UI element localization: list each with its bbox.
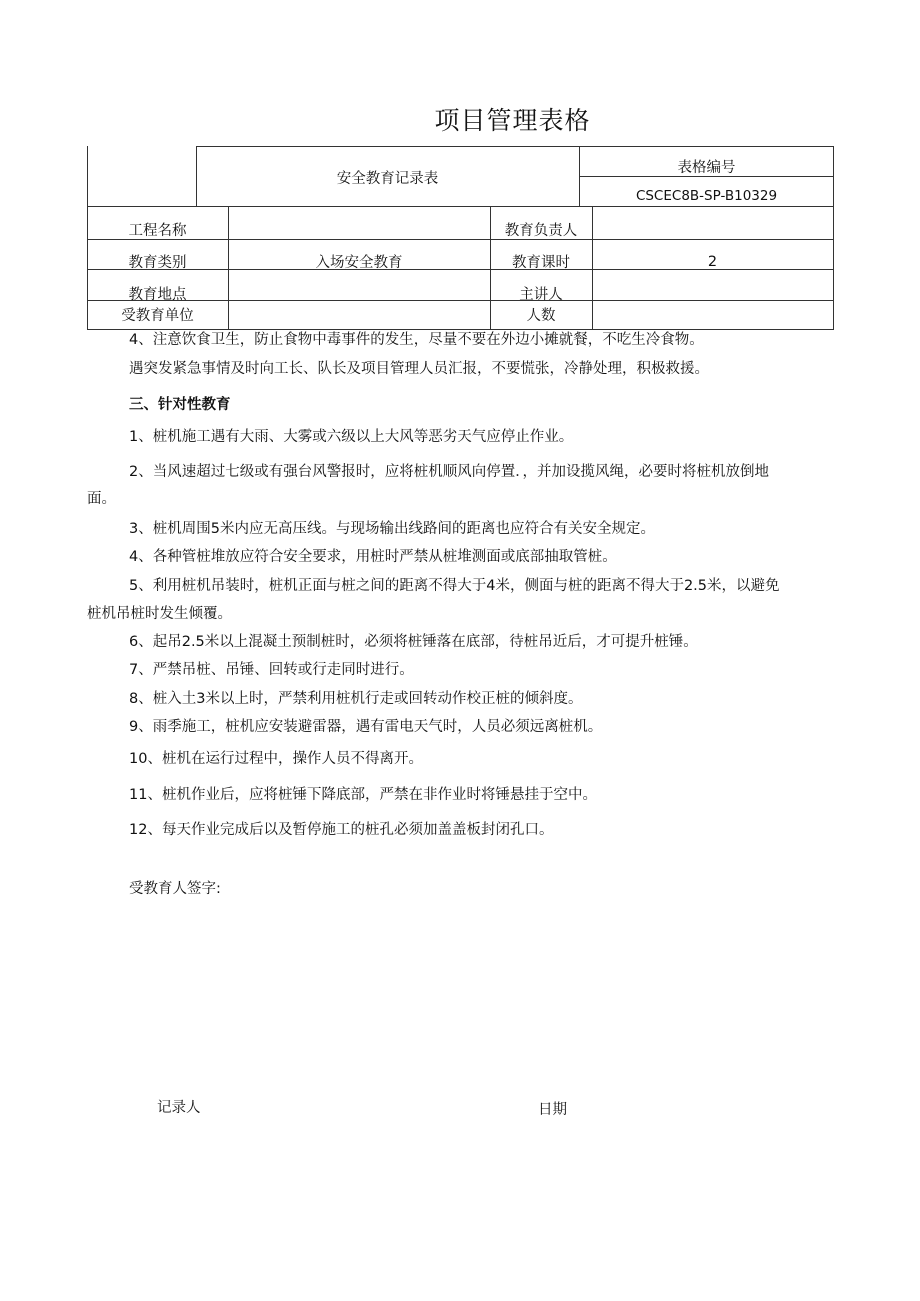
list-item: 4、各种管桩堆放应符合安全要求，用桩时严禁从桩堆测面或底部抽取管桩。 — [129, 549, 617, 565]
form-number-label: 表格编号 — [677, 160, 736, 176]
edu-leader-label: 教育负责人 — [504, 223, 578, 239]
edu-hours-value[interactable]: 2 — [707, 254, 718, 270]
edu-hours-label: 教育课时 — [512, 255, 570, 271]
edu-type-label: 教育类别 — [128, 255, 187, 271]
list-item: 5、利用桩机吊装时，桩机正面与桩之间的距离不得大于4米，侧面与桩的距离不得大于2.5米，以避免 — [129, 578, 780, 594]
date-label: 日期 — [538, 1102, 567, 1118]
section-heading: 三、针对性教育 — [129, 397, 231, 413]
count-label: 人数 — [526, 308, 556, 324]
list-item-continuation: 桩机吊桩时发生倾覆。 — [87, 606, 232, 622]
record-name: 安全教育记录表 — [336, 171, 439, 187]
lecturer-label: 主讲人 — [519, 287, 563, 303]
recorder-label: 记录人 — [157, 1100, 201, 1116]
list-item: 7、严禁吊桩、吊锤、回转或行走同时进行。 — [129, 662, 414, 678]
list-item: 2、当风速超过七级或有强台风警报时，应将桩机顺风向停置．，并加设揽风绳，必要时将桩机放倒地 — [129, 464, 769, 480]
list-item: 3、桩机周围5米内应无高压线。与现场输出线路间的距离也应符合有关安全规定。 — [129, 521, 655, 537]
list-item: 11、桩机作业后，应将桩锤下降底部，严禁在非作业时将锤悬挂于空中。 — [129, 787, 597, 803]
paragraph-2: 遇突发紧急事情及时向工长、队长及项目管理人员汇报，不要慌张，冷静处理，积极救援。 — [129, 361, 709, 377]
list-item: 6、起吊2.5米以上混凝土预制桩时，必须将桩锤落在底部，待桩吊近后，才可提升桩锤。 — [129, 634, 698, 650]
list-item: 9、雨季施工，桩机应安装避雷器，遇有雷电天气时，人员必须远离桩机。 — [129, 719, 603, 735]
edu-place-label: 教育地点 — [128, 287, 187, 303]
page-title: 项目管理表格 — [434, 106, 591, 135]
unit-label: 受教育单位 — [121, 308, 194, 324]
form-number: CSCEC8B-SP-B10329 — [635, 188, 778, 204]
list-item: 10、桩机在运行过程中，操作人员不得离开。 — [129, 751, 423, 767]
trainee-signature-label: 受教育人签字: — [129, 881, 221, 897]
project-name-label: 工程名称 — [128, 223, 187, 239]
edu-type-value[interactable]: 入场安全教育 — [315, 255, 403, 271]
list-item: 8、桩入土3米以上时，严禁利用桩机行走或回转动作校正桩的倾斜度。 — [129, 691, 583, 707]
list-item: 12、每天作业完成后以及暂停施工的桩孔必须加盖盖板封闭孔口。 — [129, 822, 554, 838]
list-item: 1、桩机施工遇有大雨、大雾或六级以上大风等恶劣天气应停止作业。 — [129, 429, 574, 445]
list-item-continuation: 面。 — [87, 491, 116, 507]
paragraph-1: 4、注意饮食卫生，防止食物中毒事件的发生，尽量不要在外边小摊就餐，不吃生冷食物。 — [129, 332, 704, 348]
